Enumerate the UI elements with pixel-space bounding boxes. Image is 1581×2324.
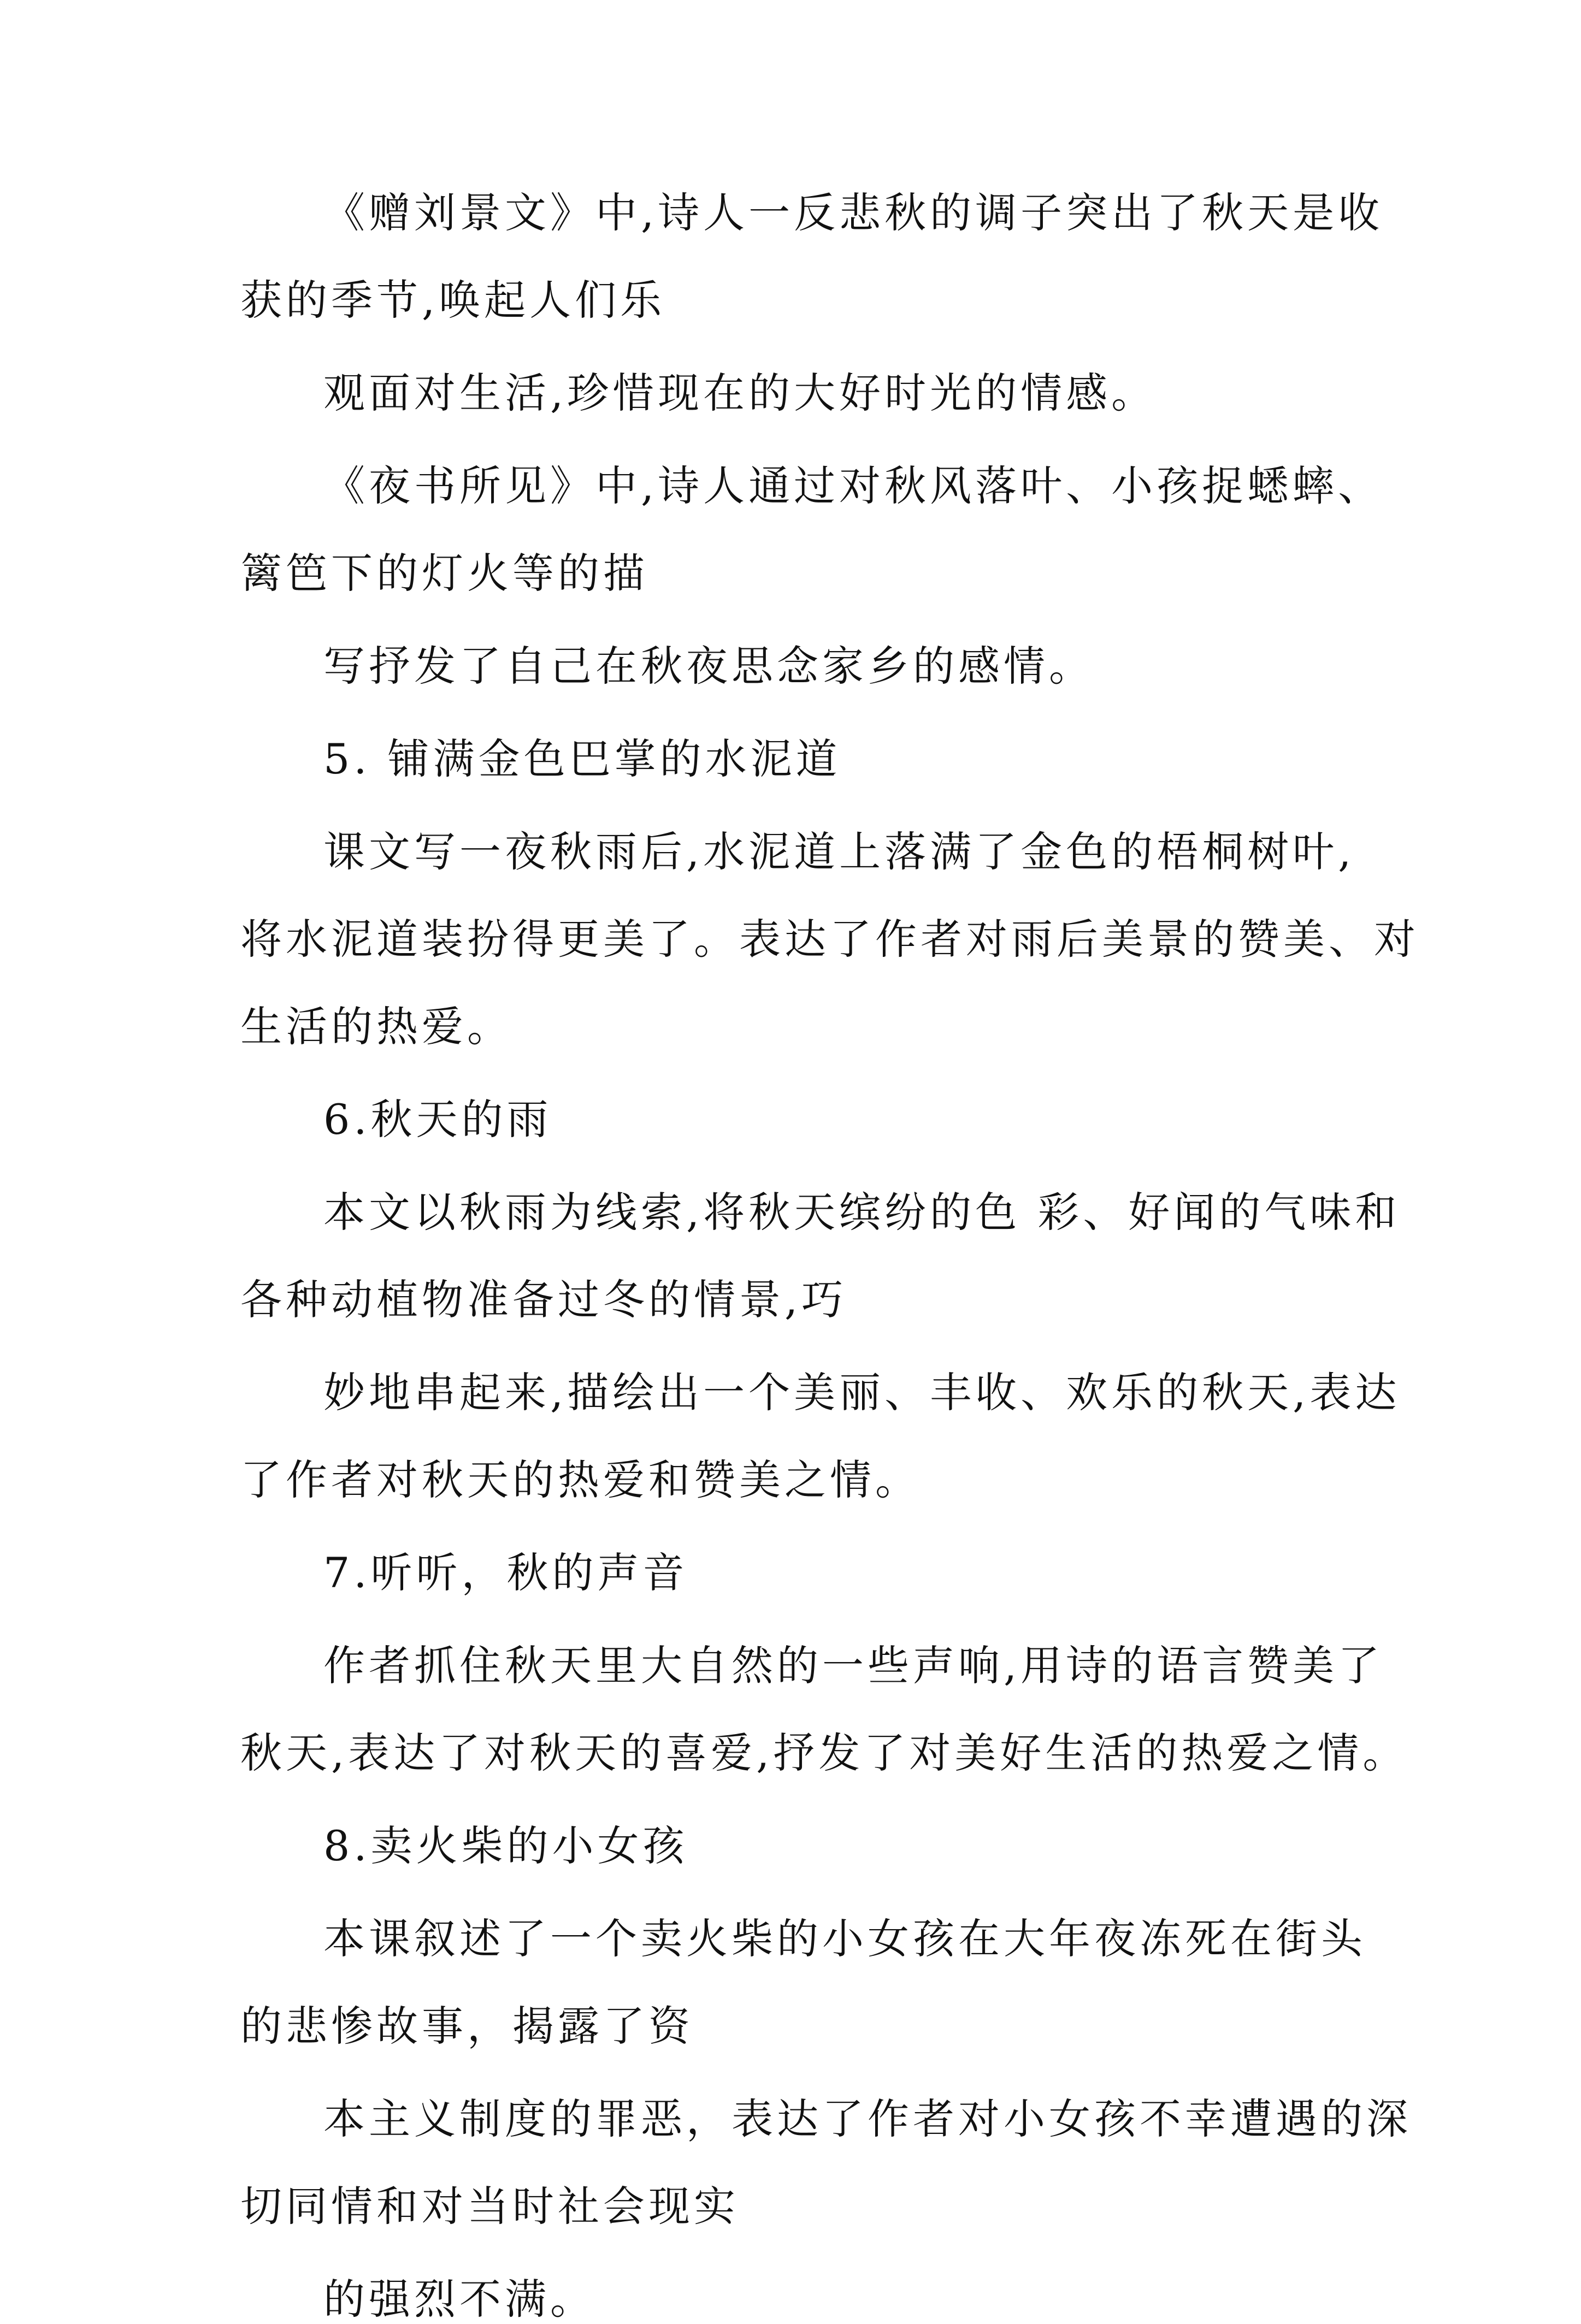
- section-heading: 8.卖火柴的小女孩: [323, 1822, 688, 1870]
- text-line: 秋天,表达了对秋天的喜爱,抒发了对美好生活的热爱之情。: [240, 1729, 1408, 1777]
- text-line: 的悲惨故事，揭露了资: [240, 2002, 694, 2050]
- text-line: 生活的热爱。: [240, 1002, 512, 1051]
- text-line: 各种动植物准备过冬的情景,巧: [240, 1275, 847, 1324]
- section-heading: 6.秋天的雨: [323, 1095, 552, 1144]
- text-line: 篱笆下的灯火等的描: [240, 549, 648, 598]
- text-line: 观面对生活,珍惜现在的大好时光的情感。: [323, 369, 1157, 417]
- text-line: 的强烈不满。: [323, 2275, 595, 2323]
- text-line: 《赠刘景文》中,诗人一反悲秋的调子突出了秋天是收: [323, 188, 1384, 237]
- text-line: 写抒发了自己在秋夜思念家乡的感情。: [323, 642, 1094, 690]
- text-line: 切同情和对当时社会现实: [240, 2182, 739, 2231]
- text-line: 本文以秋雨为线索,将秋天缤纷的色 彩、好闻的气味和: [323, 1188, 1401, 1237]
- section-heading: 5. 铺满金色巴掌的水泥道: [323, 735, 841, 783]
- section-heading: 7.听听，秋的声音: [323, 1548, 688, 1597]
- text-line: 了作者对秋天的热爱和赞美之情。: [240, 1456, 921, 1504]
- text-line: 《夜书所见》中,诗人通过对秋风落叶、小孩捉蟋蟀、: [323, 462, 1384, 510]
- text-line: 课文写一夜秋雨后,水泥道上落满了金色的梧桐树叶,: [323, 827, 1355, 876]
- text-line: 本课叙述了一个卖火柴的小女孩在大年夜冻死在街头: [323, 1914, 1366, 1963]
- text-line: 将水泥道装扮得更美了。表达了作者对雨后美景的赞美、对: [240, 915, 1419, 963]
- text-line: 获的季节,唤起人们乐: [240, 276, 666, 324]
- text-line: 妙地串起来,描绘出一个美丽、丰收、欢乐的秋天,表达: [323, 1368, 1401, 1417]
- document-body: [240, 188, 1419, 2324]
- text-line: 本主义制度的罪恶，表达了作者对小女孩不幸遭遇的深: [323, 2095, 1412, 2143]
- text-line: 作者抓住秋天里大自然的一些声响,用诗的语言赞美了: [323, 1641, 1384, 1690]
